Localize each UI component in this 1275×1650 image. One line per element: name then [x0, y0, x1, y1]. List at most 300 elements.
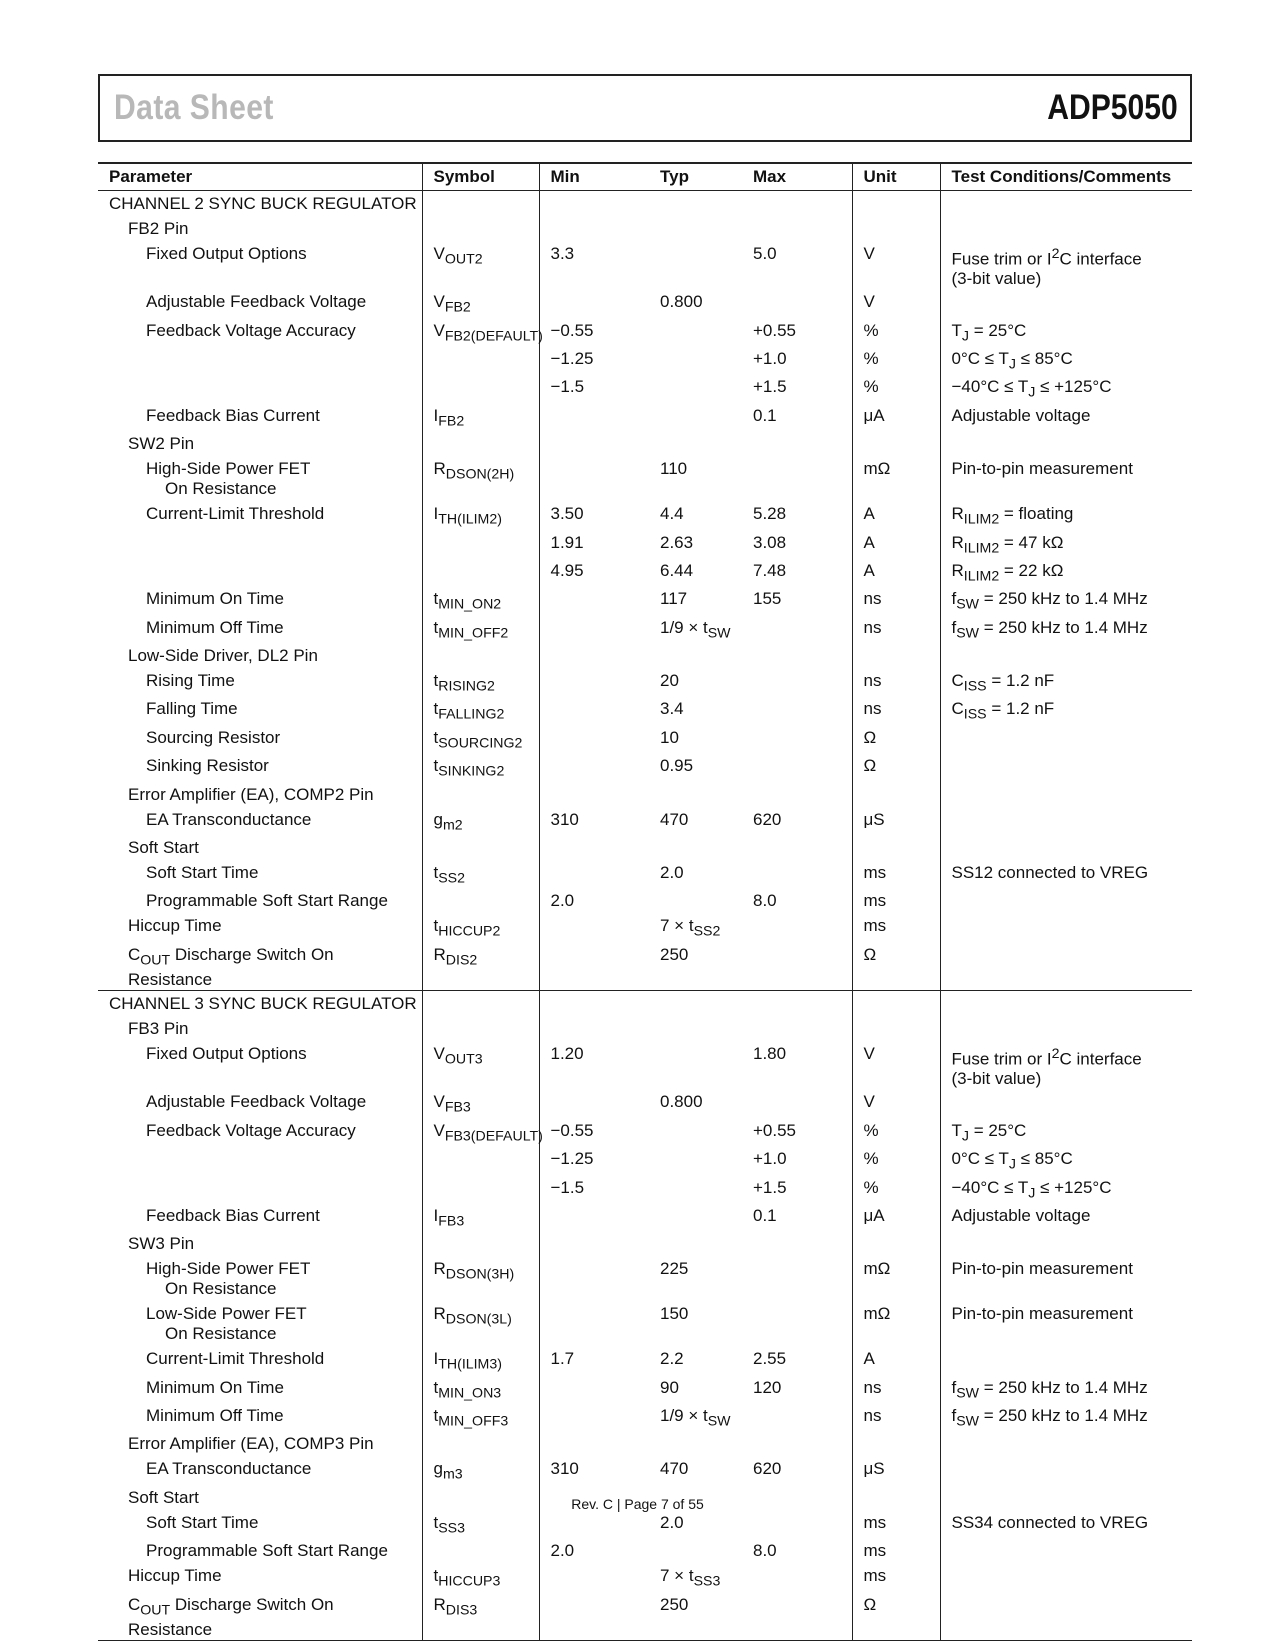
cell-unit — [852, 1231, 940, 1256]
cell-typ: $7 \times t_{SS2}$ — [660, 916, 721, 940]
cell-max — [742, 289, 852, 317]
cell-parameter: Soft Start — [128, 838, 199, 858]
cell-typ — [649, 1175, 742, 1203]
cell-typ — [649, 888, 742, 913]
cell-symbol: $t_{RISING2}$ — [422, 668, 539, 696]
cell-typ: 150 — [660, 1304, 689, 1324]
cell-parameter: Soft Start Time — [146, 1512, 259, 1532]
cell-max — [742, 431, 852, 456]
cell-conditions — [940, 431, 1192, 456]
cell-min — [539, 1256, 649, 1301]
cell-typ — [649, 1538, 742, 1563]
cell-parameter: Adjustable Feedback Voltage — [146, 292, 367, 312]
table-row — [98, 1175, 1192, 1203]
cell-min: −1.5 — [539, 374, 649, 402]
cell-min — [539, 403, 649, 431]
cell-parameter: CHANNEL 2 SYNC BUCK REGULATOR — [109, 194, 417, 213]
cell-parameter: Soft Start — [128, 1487, 199, 1507]
table-row — [98, 1089, 1192, 1117]
cell-symbol: $I_{TH(ILIM2)}$ — [422, 501, 539, 529]
cell-parameter — [98, 558, 422, 586]
cell-parameter: Low-Side Power FET On Resistance — [146, 1304, 307, 1344]
table-header-row — [98, 163, 1192, 191]
cell-typ: 10 — [660, 727, 679, 747]
cell-typ: 20 — [660, 671, 679, 691]
cell-min — [539, 216, 649, 241]
cell-conditions — [940, 753, 1192, 781]
cell-typ — [649, 1203, 742, 1231]
cell-symbol: $I_{FB3}$ — [422, 1203, 539, 1231]
cell-conditions — [940, 1016, 1192, 1041]
cell-min — [539, 431, 649, 456]
table-row — [98, 530, 1192, 558]
cell-conditions — [940, 1231, 1192, 1256]
table-row — [98, 501, 1192, 529]
cell-conditions: Adjustable voltage — [940, 1203, 1192, 1231]
cell-min: −1.5 — [539, 1175, 649, 1203]
cell-max — [742, 1563, 852, 1591]
cell-min — [539, 1089, 649, 1117]
cell-max: +0.55 — [753, 1120, 797, 1140]
cell-typ: 0.95 — [660, 756, 694, 776]
cell-min — [539, 753, 649, 781]
cell-conditions — [940, 1538, 1192, 1563]
cell-symbol: $t_{MIN\_ON3}$ — [422, 1375, 539, 1403]
cell-min — [539, 696, 649, 724]
cell-max — [742, 913, 852, 941]
table-row — [98, 1431, 1192, 1456]
cell-max — [742, 860, 852, 888]
cell-conditions: SS12 connected to VREG — [940, 860, 1192, 888]
cell-unit: mΩ — [852, 1256, 940, 1301]
specifications-table — [98, 162, 1192, 1641]
cell-symbol: $V_{FB2(DEFAULT)}$ — [422, 318, 539, 346]
page-header — [98, 74, 1192, 142]
cell-symbol: $R_{DIS2}$ — [422, 942, 539, 991]
cell-min: −0.55 — [539, 318, 649, 346]
cell-max — [742, 615, 852, 643]
cell-conditions — [940, 191, 1192, 216]
table-row — [98, 1375, 1192, 1403]
cell-symbol — [422, 782, 539, 807]
cell-conditions — [940, 1592, 1192, 1641]
cell-typ: 4.4 — [660, 504, 684, 524]
table-row — [98, 558, 1192, 586]
table-row — [98, 1538, 1192, 1563]
cell-symbol: $V_{OUT3}$ — [422, 1041, 539, 1090]
cell-unit: % — [852, 1146, 940, 1174]
cell-typ: 0.800 — [660, 1092, 703, 1112]
cell-unit — [852, 1431, 940, 1456]
cell-min — [539, 1231, 649, 1256]
cell-typ: $7 \times t_{SS3}$ — [660, 1566, 721, 1590]
cell-symbol — [422, 643, 539, 668]
cell-typ — [649, 1231, 742, 1256]
cell-conditions: Pin-to-pin measurement — [940, 456, 1192, 501]
table-row — [98, 1146, 1192, 1174]
cell-parameter: CHANNEL 3 SYNC BUCK REGULATOR — [98, 991, 422, 1016]
cell-symbol — [422, 431, 539, 456]
cell-max: 8.0 — [753, 891, 777, 911]
cell-unit: % — [852, 346, 940, 374]
cell-typ — [649, 1041, 742, 1090]
table-row — [98, 1456, 1192, 1484]
table-row — [98, 1203, 1192, 1231]
cell-parameter: Rising Time — [146, 671, 235, 691]
cell-symbol — [422, 346, 539, 374]
cell-unit: μS — [852, 807, 940, 835]
cell-max — [742, 1510, 852, 1538]
cell-max — [742, 1592, 852, 1641]
cell-parameter: SW3 Pin — [128, 1234, 195, 1254]
cell-symbol — [422, 835, 539, 860]
cell-unit: mΩ — [852, 1301, 940, 1346]
cell-conditions — [940, 289, 1192, 317]
cell-unit: Ω — [852, 753, 940, 781]
cell-min: −1.25 — [539, 1146, 649, 1174]
cell-parameter: Programmable Soft Start Range — [146, 891, 388, 911]
cell-min: 3.50 — [539, 501, 649, 529]
cell-symbol — [422, 1016, 539, 1041]
cell-symbol: $t_{SOURCING2}$ — [422, 725, 539, 753]
cell-min: 4.95 — [539, 558, 649, 586]
table-row — [98, 725, 1192, 753]
cell-parameter: SW2 Pin — [128, 434, 195, 454]
cell-symbol: $V_{OUT2}$ — [422, 241, 539, 290]
cell-min — [539, 668, 649, 696]
cell-symbol — [422, 1175, 539, 1203]
cell-max — [742, 1089, 852, 1117]
table-row — [98, 991, 1192, 1016]
table-row — [98, 586, 1192, 614]
cell-min — [539, 586, 649, 614]
cell-conditions — [940, 913, 1192, 941]
table-row — [98, 1301, 1192, 1346]
col-header-conditions: Test Conditions/Comments — [940, 163, 1192, 191]
cell-min — [539, 1563, 649, 1591]
cell-parameter: Feedback Voltage Accuracy — [146, 320, 356, 340]
cell-min — [539, 1510, 649, 1538]
cell-parameter: Error Amplifier (EA), COMP2 Pin — [128, 784, 374, 804]
cell-max: +0.55 — [753, 320, 797, 340]
cell-typ — [649, 318, 742, 346]
cell-min: 310 — [539, 807, 649, 835]
cell-symbol: $t_{SS2}$ — [422, 860, 539, 888]
cell-parameter: Low-Side Driver, DL2 Pin — [128, 646, 318, 666]
cell-parameter: Current-Limit Threshold — [146, 504, 325, 524]
cell-min: 1.91 — [539, 530, 649, 558]
cell-typ — [649, 1146, 742, 1174]
cell-min: 1.20 — [539, 1041, 649, 1090]
cell-unit: % — [852, 1175, 940, 1203]
cell-unit: Ω — [852, 942, 940, 991]
cell-symbol: $g_{m3}$ — [422, 1456, 539, 1484]
cell-unit — [852, 782, 940, 807]
cell-conditions: Fuse trim or $I^2C$ interface (3-bit value) — [940, 241, 1192, 290]
cell-max — [742, 696, 852, 724]
table-row — [98, 1118, 1192, 1146]
cell-symbol: $t_{SINKING2}$ — [422, 753, 539, 781]
cell-max — [742, 725, 852, 753]
cell-symbol: $R_{DSON(3L)}$ — [422, 1301, 539, 1346]
cell-conditions: $f_{SW} = 250$ kHz to 1.4 MHz — [940, 615, 1192, 643]
cell-unit: μA — [852, 403, 940, 431]
table-row — [98, 1403, 1192, 1431]
cell-symbol — [422, 1231, 539, 1256]
part-number-label: ADP5050 — [1047, 88, 1178, 127]
cell-unit: ns — [852, 615, 940, 643]
cell-symbol: $R_{DSON(2H)}$ — [422, 456, 539, 501]
cell-parameter: $C_{OUT}$ Discharge Switch On Resistance — [128, 944, 334, 990]
cell-typ: 225 — [660, 1259, 689, 1279]
cell-parameter: EA Transconductance — [146, 1459, 312, 1479]
cell-conditions — [940, 807, 1192, 835]
cell-symbol: $t_{FALLING2}$ — [422, 696, 539, 724]
cell-conditions: $f_{SW} = 250$ kHz to 1.4 MHz — [940, 1403, 1192, 1431]
table-row — [98, 374, 1192, 402]
cell-symbol: $t_{MIN\_OFF3}$ — [422, 1403, 539, 1431]
cell-conditions: $C_{ISS} = 1.2$ nF — [940, 668, 1192, 696]
cell-conditions — [940, 1431, 1192, 1456]
cell-min — [539, 1301, 649, 1346]
cell-min — [539, 191, 649, 216]
cell-symbol — [422, 558, 539, 586]
cell-conditions — [940, 1563, 1192, 1591]
cell-unit — [852, 191, 940, 216]
cell-conditions — [940, 643, 1192, 668]
cell-unit: V — [852, 1089, 940, 1117]
col-header-symbol: Symbol — [422, 163, 539, 191]
cell-unit: V — [852, 241, 940, 290]
cell-symbol — [422, 530, 539, 558]
col-header-unit: Unit — [852, 163, 940, 191]
cell-min — [539, 289, 649, 317]
cell-parameter — [98, 1146, 422, 1174]
cell-parameter: Feedback Voltage Accuracy — [146, 1120, 356, 1140]
table-row — [98, 807, 1192, 835]
cell-min — [539, 456, 649, 501]
cell-conditions — [940, 942, 1192, 991]
cell-symbol: $R_{DIS3}$ — [422, 1592, 539, 1641]
cell-typ — [649, 835, 742, 860]
cell-symbol: $t_{MIN\_ON2}$ — [422, 586, 539, 614]
cell-symbol — [422, 1538, 539, 1563]
cell-min — [539, 942, 649, 991]
cell-typ: 110 — [660, 459, 688, 479]
table-row — [98, 753, 1192, 781]
cell-max — [742, 191, 852, 216]
cell-max: 155 — [753, 589, 782, 609]
col-header-typ: Typ — [649, 163, 742, 191]
table-row — [98, 888, 1192, 913]
cell-min — [539, 835, 649, 860]
table-row — [98, 1510, 1192, 1538]
cell-conditions: Fuse trim or $I^2C$ interface (3-bit value) — [940, 1041, 1192, 1090]
cell-min — [539, 860, 649, 888]
cell-max: 620 — [753, 1459, 782, 1479]
cell-min — [539, 1403, 649, 1431]
cell-max — [742, 835, 852, 860]
table-body — [98, 191, 1192, 1641]
cell-symbol: $V_{FB3}$ — [422, 1089, 539, 1117]
cell-max: +1.5 — [753, 1177, 787, 1197]
cell-unit: ns — [852, 668, 940, 696]
cell-parameter: FB2 Pin — [128, 218, 189, 238]
cell-min: −1.25 — [539, 346, 649, 374]
cell-symbol: $I_{TH(ILIM3)}$ — [422, 1346, 539, 1374]
cell-unit — [852, 1016, 940, 1041]
table-row — [98, 456, 1192, 501]
cell-min — [539, 1592, 649, 1641]
cell-conditions: $T_J = 25^\circ C$ — [940, 1118, 1192, 1146]
cell-min — [539, 643, 649, 668]
cell-conditions — [940, 1346, 1192, 1374]
cell-symbol — [422, 216, 539, 241]
cell-unit — [852, 216, 940, 241]
cell-typ — [649, 1431, 742, 1456]
cell-unit: ns — [852, 586, 940, 614]
cell-conditions: $0^\circ C \le T_J \le 85^\circ C$ — [940, 1146, 1192, 1174]
cell-typ — [649, 431, 742, 456]
table-row — [98, 782, 1192, 807]
cell-unit: ms — [852, 1538, 940, 1563]
col-header-max: Max — [742, 163, 852, 191]
cell-conditions: $C_{ISS} = 1.2$ nF — [940, 696, 1192, 724]
cell-unit — [852, 431, 940, 456]
cell-typ: 470 — [660, 809, 689, 829]
cell-unit: A — [852, 530, 940, 558]
table-row — [98, 1041, 1192, 1090]
cell-unit: % — [852, 1118, 940, 1146]
cell-parameter: EA Transconductance — [146, 809, 312, 829]
table-row — [98, 860, 1192, 888]
cell-min — [539, 782, 649, 807]
cell-parameter: $C_{OUT}$ Discharge Switch On Resistance — [98, 1592, 422, 1641]
cell-unit: V — [852, 1041, 940, 1090]
cell-max: +1.5 — [753, 377, 787, 397]
cell-max — [742, 753, 852, 781]
cell-parameter — [98, 1175, 422, 1203]
cell-typ: 2.2 — [660, 1349, 684, 1369]
col-header-min: Min — [539, 163, 649, 191]
cell-min — [539, 725, 649, 753]
cell-symbol: $t_{HICCUP2}$ — [422, 913, 539, 941]
cell-parameter: Adjustable Feedback Voltage — [146, 1092, 367, 1112]
cell-min: 2.0 — [539, 888, 649, 913]
cell-max — [742, 1016, 852, 1041]
cell-typ: 117 — [660, 589, 688, 609]
cell-typ — [649, 1016, 742, 1041]
cell-typ: 3.4 — [660, 699, 684, 719]
cell-unit: mΩ — [852, 456, 940, 501]
cell-max — [742, 991, 852, 1016]
cell-parameter: Sourcing Resistor — [146, 727, 281, 747]
cell-unit: ms — [852, 888, 940, 913]
cell-typ: 2.0 — [660, 863, 684, 883]
cell-typ — [649, 991, 742, 1016]
cell-min: 3.3 — [539, 241, 649, 290]
cell-parameter: Fixed Output Options — [146, 1043, 307, 1063]
table-row — [98, 1231, 1192, 1256]
cell-min — [539, 1203, 649, 1231]
cell-typ — [649, 374, 742, 402]
cell-unit: A — [852, 501, 940, 529]
cell-unit: μS — [852, 1456, 940, 1484]
cell-parameter: High-Side Power FET On Resistance — [146, 1259, 311, 1299]
table-row — [98, 289, 1192, 317]
table-row — [98, 835, 1192, 860]
cell-max: 5.28 — [753, 504, 787, 524]
cell-max: 5.0 — [753, 243, 777, 263]
cell-max — [742, 942, 852, 991]
cell-parameter: Error Amplifier (EA), COMP3 Pin — [128, 1434, 374, 1454]
cell-unit — [852, 643, 940, 668]
cell-typ: $1/9 \times t_{SW}$ — [660, 617, 731, 642]
cell-min: 1.7 — [539, 1346, 649, 1374]
cell-parameter — [98, 374, 422, 402]
cell-max: 8.0 — [753, 1541, 777, 1561]
cell-symbol: $g_{m2}$ — [422, 807, 539, 835]
cell-max: +1.0 — [753, 348, 787, 368]
cell-max — [742, 1301, 852, 1346]
cell-typ: 2.0 — [660, 1512, 684, 1532]
table-row — [98, 1592, 1192, 1641]
cell-parameter: Minimum Off Time — [146, 1406, 284, 1426]
cell-conditions — [940, 725, 1192, 753]
cell-symbol: $t_{HICCUP3}$ — [422, 1563, 539, 1591]
cell-min: 2.0 — [539, 1538, 649, 1563]
cell-symbol — [422, 991, 539, 1016]
cell-unit: Ω — [852, 1592, 940, 1641]
cell-symbol: $V_{FB3(DEFAULT)}$ — [422, 1118, 539, 1146]
cell-parameter — [98, 346, 422, 374]
cell-unit: A — [852, 558, 940, 586]
cell-symbol — [422, 888, 539, 913]
cell-typ: 250 — [649, 1592, 742, 1641]
cell-parameter: Feedback Bias Current — [146, 1205, 320, 1225]
cell-unit: μA — [852, 1203, 940, 1231]
cell-symbol — [422, 191, 539, 216]
table-row — [98, 696, 1192, 724]
table-row — [98, 643, 1192, 668]
cell-parameter: Feedback Bias Current — [146, 405, 320, 425]
cell-min — [539, 1016, 649, 1041]
cell-unit: A — [852, 1346, 940, 1374]
cell-typ: $1/9 \times t_{SW}$ — [660, 1406, 731, 1430]
cell-unit: % — [852, 318, 940, 346]
page-footer: Rev. C | Page 7 of 55 — [571, 1496, 704, 1512]
cell-max — [742, 782, 852, 807]
cell-conditions: Adjustable voltage — [940, 403, 1192, 431]
table-row — [98, 1346, 1192, 1374]
document-type-label: Data Sheet — [114, 88, 274, 127]
cell-unit: ms — [852, 1563, 940, 1591]
cell-conditions: $R_{ILIM2} = 22$ kΩ — [940, 558, 1192, 586]
cell-min — [539, 615, 649, 643]
table-row — [98, 241, 1192, 290]
table-row — [98, 615, 1192, 643]
cell-parameter: Programmable Soft Start Range — [146, 1541, 388, 1561]
cell-min: −0.55 — [539, 1118, 649, 1146]
cell-conditions: $T_J = 25^\circ C$ — [940, 318, 1192, 346]
table-row — [98, 1016, 1192, 1041]
table-row — [98, 1563, 1192, 1591]
cell-max: 120 — [753, 1377, 782, 1397]
cell-typ: 250 — [660, 944, 689, 964]
cell-parameter — [98, 530, 422, 558]
cell-conditions: $f_{SW} = 250$ kHz to 1.4 MHz — [940, 1375, 1192, 1403]
cell-max — [742, 643, 852, 668]
